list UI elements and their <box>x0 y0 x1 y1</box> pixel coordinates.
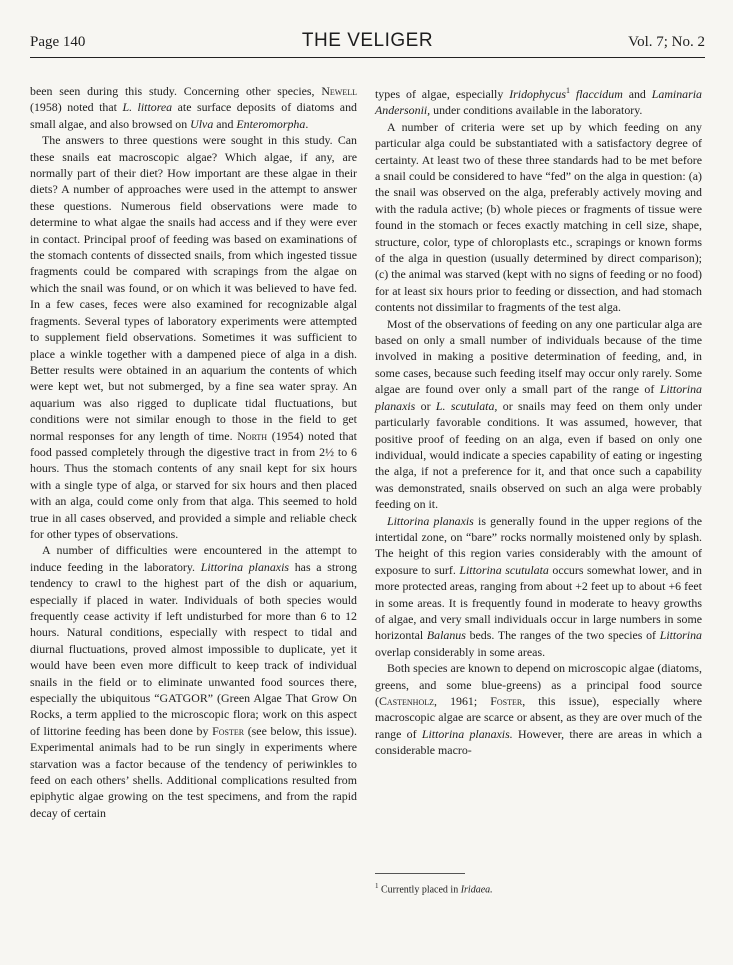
volume-issue: Vol. 7; No. 2 <box>628 34 705 50</box>
species-name: Ulva <box>190 116 214 131</box>
text-run: under conditions available in the laboratory. <box>430 103 643 118</box>
text-run: is generally found in the upper regions of the intertidal zone, on “bare” rocks normally moistened only by splash. The height of this region varies considerably with the amount of exposure to surf. <box>375 513 702 577</box>
paragraph <box>375 83 702 119</box>
text-run: occurs somewhat lower, and in more protected areas, ranging from about +2 feet up to about +6 feet in some areas. It is frequently found in moderate to heavy growths of algae, and very small individuals occur in large numbers in some horizontal <box>375 562 702 643</box>
footnote-rule <box>375 873 465 874</box>
text-run: (see below, this issue). Experimental animals had to be run singly in experiments where starvation was a factor because of the tendency of periwinkles to feed on each others’ shells. Additional complications resulted from epiphytic algae growing on the test specimens, and from the rapid decay of certain <box>30 723 357 820</box>
text-run: (1954) noted that food passed completely through the digestive tract in from 2½ to 6 hours. Thus the stomach contents of any snail kept for six hours with a single type of alga, or starved for six hours and then placed with an alga, could come only from that alga. This seemed to hold true in all cases observed, and provided a simple and reliable check for other types of observations. <box>30 428 357 541</box>
species-name: Littorina <box>659 628 702 643</box>
footnote-text: Currently placed in <box>378 884 461 896</box>
text-run: overlap considerably in some areas. <box>375 644 546 659</box>
right-column <box>375 83 702 759</box>
footnote-marker: 1 <box>566 86 570 95</box>
species-name: flaccidum <box>570 86 623 101</box>
paragraph <box>375 513 702 661</box>
species-name: Enteromorpha <box>236 116 306 131</box>
journal-title: THE VELIGER <box>301 30 434 51</box>
text-run: or snails may feed on them only under particularly favorable conditions. It was assumed, however, that positive proof of feeding on an alga, even if based on only one individual, would indicate a species capability of eating or ingesting the alga, if not a preference for it, and that once such a capability was demonstrated, snails observed on such an alga were probably feeding on it. <box>375 398 702 512</box>
text-run: . <box>305 116 309 131</box>
text-run: The answers to three questions were sought in this study. Can these snails eat macroscopic algae? Which algae, if any, are normally part of their diet? How important are these algae in their diets? A number of approaches were used in the attempt to answer these questions. Numerous field observations were made to determine to what algae the snails had access and if they were ever in contact. Principal proof of feeding was based on examinations of the stomach contents of dissected snails, from which ingested tissue fragments could be compared with scrapings from the algae on which the snail was found, or on which it was believed to have fed. In a few cases, feces were also examined for recognizable algal fragments. Several types of laboratory experiments were attempted to supplement field observations. Sometimes it was sufficient to place a winkle together with a dampened piece of alga in a dish. Better results were obtained in an aquarium the contents of which were kept wet, but not submerged, by a fine sea water spray. An aquarium was also rigged to duplicate tidal fluctuations, but conditions were not similar enough to those in the field to get normal responses for any length of time. <box>30 133 357 443</box>
text-run: been seen during this study. Concerning other species, <box>30 84 322 98</box>
species-name: L. scutulata, <box>435 398 498 413</box>
text-run: beds. The ranges of the two species of <box>465 628 660 643</box>
running-header <box>30 32 705 58</box>
text-run: or <box>415 398 436 413</box>
header-rule <box>30 57 705 58</box>
paragraph <box>375 316 702 513</box>
species-name: Iridophycus <box>509 86 566 101</box>
text-run: ate surface deposits of diatoms and small algae, and also browsed on <box>30 100 357 131</box>
species-name: Laminaria Andersonii, <box>375 86 702 118</box>
paragraph <box>375 660 702 758</box>
text-run: has a strong tendency to crawl to the highest part of the dish or aquarium, especially if placed in water. Individuals of both species would frequently cease activity if left undisturbed for more than 6 to 12 hours. Natural conditions, especially with respect to tidal and diurnal fluctuations, proved almost impossible to duplicate, yet it would have been even more difficult to keep track of individual snails in the field or to eliminate unwanted food sources there, especially the ubiquitous “GATGOR” (Green Algae That Grow On Rocks, a term applied to the microscopic flora; work on this aspect of littorine feeding has been done by <box>30 559 357 738</box>
footnote-marker: 1 <box>375 882 379 890</box>
paragraph <box>30 542 357 821</box>
species-name: Littorina planaxis <box>387 513 474 528</box>
author-citation: Newell <box>321 84 357 98</box>
author-citation: Foster <box>212 723 245 738</box>
paragraph <box>30 132 357 542</box>
footnote <box>375 880 702 896</box>
species-name: Littorina planaxis <box>200 559 290 574</box>
text-run: and <box>213 116 237 131</box>
text-run: types of algae, especially <box>375 86 510 101</box>
left-column <box>30 83 357 821</box>
page-number: Page 140 <box>30 34 86 50</box>
author-citation: Castenholz <box>378 694 435 708</box>
author-citation: North <box>237 428 268 443</box>
paragraph: A number of criteria were set up by which feeding on any particular alga could be substantiated with a satisfactory degree of certainty. At least two of these three standards had to be met before a snail could be considered to have “fed” on the alga in question: (a) the snail was observed on the alga, preferably actively moving and with the radula active; (b) whole pieces or fragments of tissue were found in the stomach or feces exactly matching in cell size, shape, structure, color, type of chloroplasts etc., scrapings or known forms of the alga in question (usually determined by direct comparison); (c) the animal was starved (kept with no signs of feeding or no food) for at least six hours prior to feeding or dissection, and had stomach contents not dissimilar to fragments of the test alga. <box>375 119 702 315</box>
species-name: Littorina scutulata <box>459 562 549 577</box>
text-run: (1958) noted that <box>30 100 123 115</box>
species-name: Iridaea. <box>460 884 493 896</box>
text-run: Most of the observations of feeding on any one particular alga are based on only a small number of individuals because of the time involved in making a positive determination of feeding, and, in some cases, because such feeding itself may occur only rarely. Some algae are found over only a small part of the range of <box>375 316 702 397</box>
text-run: , this issue), especially where macroscopic algae are scarce or absent, as they are over much of the range of <box>375 694 702 741</box>
text-run: and <box>622 86 652 101</box>
text-run: A number of difficulties were encountered in the attempt to induce feeding in the laboratory. <box>30 543 357 574</box>
paragraph <box>30 83 357 132</box>
species-name: Littorina planaxis. <box>421 726 513 741</box>
text-run: Both species are known to depend on microscopic algae (diatoms, greens, and some blue-greens) as a principal food source ( <box>375 661 702 708</box>
text-run: , 1961; <box>434 694 491 708</box>
species-name: L. littorea <box>122 100 173 115</box>
species-name: Littorina planaxis <box>375 382 702 413</box>
text-run: However, there are areas in which a considerable macro- <box>375 726 703 758</box>
species-name: Balanus <box>426 628 466 643</box>
author-citation: Foster <box>490 694 523 708</box>
